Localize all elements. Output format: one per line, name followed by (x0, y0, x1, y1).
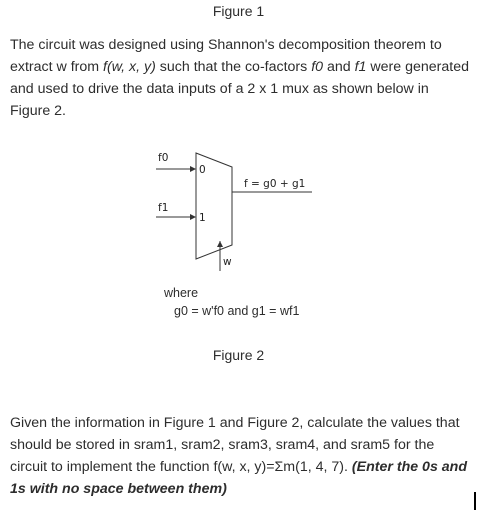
input-label-f1: f1 (158, 202, 169, 214)
input-label-f0: f0 (158, 152, 169, 164)
where-equation: g0 = w'f0 and g1 = wf1 (174, 304, 300, 318)
intro-paragraph (10, 34, 472, 122)
input-arrowhead-f1 (190, 214, 196, 220)
intro-cofactor-f0: f0 (311, 59, 324, 75)
intro-function-name: f(w, x, y) (103, 59, 156, 75)
port-label-1: 1 (199, 212, 206, 224)
port-label-0: 0 (199, 164, 206, 176)
where-block (164, 284, 299, 320)
intro-text-1: The circuit was designed using Shannon's decomposition theorem to extract w from (10, 37, 442, 75)
question-text: Given the information in Figure 1 and Figure 2, calculate the values that should be stored in sram1, sram2, sram3, sram4, and sram5 for the circuit to implement the function f(w, x, y)=Σm(1, 4, 7). (10, 415, 460, 475)
intro-cofactor-f1: f1 (354, 59, 367, 75)
question-emphasis: (Enter the 0s and 1s with no space between them) (10, 459, 468, 497)
where-label: where (164, 286, 199, 300)
intro-text-3: and (323, 59, 355, 75)
figure-2-caption: Figure 2 (212, 347, 265, 363)
question-paragraph (10, 412, 472, 500)
edge-divider (474, 492, 476, 510)
intro-text-2: such that the co-factors (155, 59, 312, 75)
output-label: f = g0 + g1 (244, 178, 306, 190)
figure-1-caption: Figure 1 (212, 3, 265, 19)
intro-text-4: were generated and used to drive the data inputs of a 2 x 1 mux as shown below in Figure 2. (10, 59, 469, 119)
input-arrowhead-f0 (190, 166, 196, 172)
select-label-w: w (223, 256, 232, 268)
mux-diagram (140, 145, 340, 275)
